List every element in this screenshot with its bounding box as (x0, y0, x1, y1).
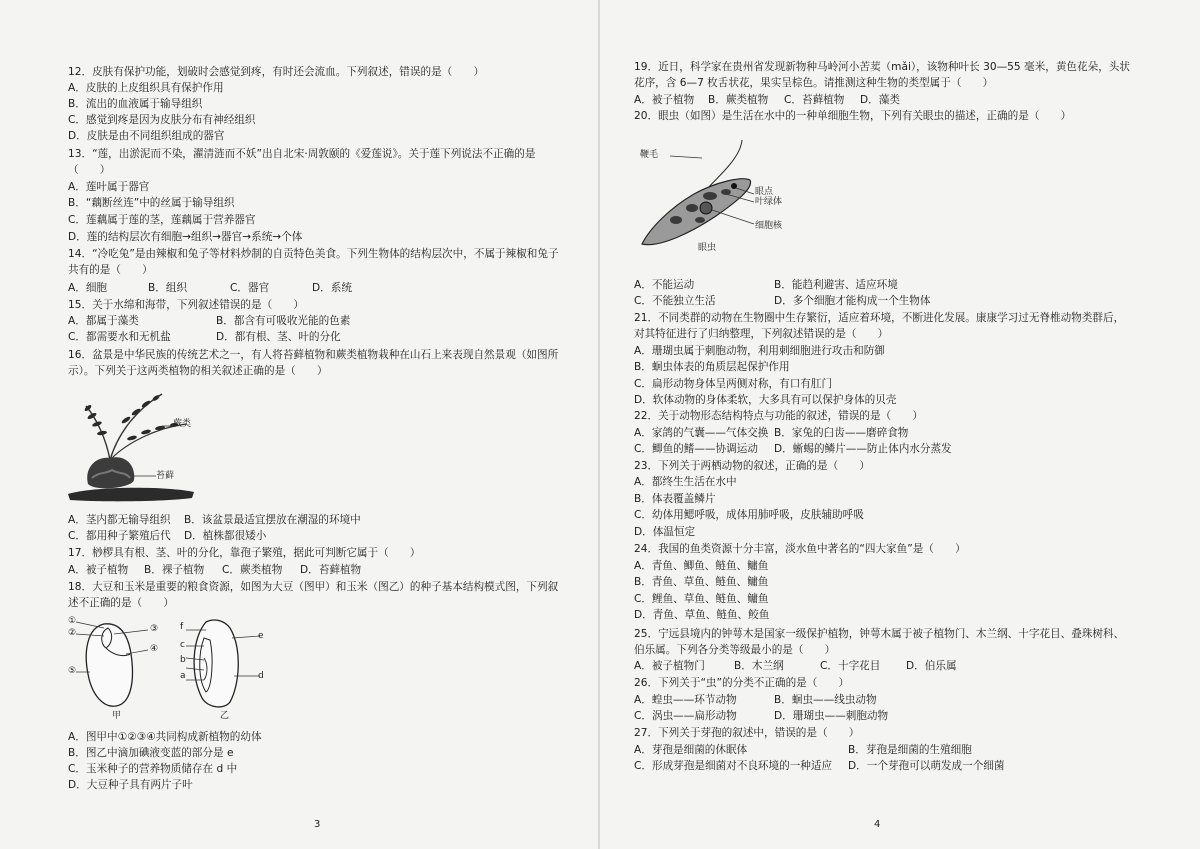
q26-option-a: A．蝗虫——环节动物 (634, 694, 737, 706)
q23-option-a: A．都终生生活在水中 (634, 476, 737, 488)
q14-stem-line1: 14．“冷吃兔”是由辣椒和兔子等材料炒制的自贡特色美食。下列生物体的结构层次中，不属于辣椒和兔子 (68, 248, 559, 260)
euglena-caption: 眼虫 (698, 243, 717, 253)
fig-label-fern: 蕨类 (173, 419, 192, 429)
q19-option-b: B．蕨类植物 (708, 94, 769, 106)
q15-stem: 15．关于水绵和海带，下列叙述错误的是（ ） (68, 299, 304, 311)
q18-option-c: C．玉米种子的营养物质储存在 d 中 (68, 763, 238, 775)
q12-option-b: B．流出的血液属于输导组织 (68, 98, 203, 110)
corn-label-a: a (180, 671, 186, 681)
q21-option-d: D．软体动物的身体柔软，大多具有可以保护身体的贝壳 (634, 394, 897, 406)
q25-option-a: A．被子植物门 (634, 660, 705, 672)
q12-stem: 12．皮肤有保护功能，划破时会感觉到疼，有时还会流血。下列叙述，错误的是（ ） (68, 66, 485, 78)
q18-stem-line2: 述不正确的是（ ） (68, 597, 174, 609)
q15-option-d: D．都有根、茎、叶的分化 (216, 331, 341, 343)
q16-option-a: A．茎内都无输导组织 (68, 514, 171, 526)
q25-option-d: D．伯乐属 (906, 660, 957, 672)
q22-option-a: A．家鸽的气囊——气体交换 (634, 427, 769, 439)
q12-option-a: A．皮肤的上皮组织具有保护作用 (68, 82, 224, 94)
q15-option-a: A．都属于藻类 (68, 315, 139, 327)
q15-option-b: B．都含有可吸收光能的色素 (216, 315, 351, 327)
bean-label-5: ⑤ (68, 666, 77, 676)
euglena-label-flagellum: 鞭毛 (640, 150, 659, 160)
q20-stem: 20．眼虫（如图）是生活在水中的一种单细胞生物，下列有关眼虫的描述，正确的是（ ） (634, 110, 1072, 122)
q21-stem-line1: 21．不同类群的动物在生物圈中生存繁衍，适应着环境，不断进化发展。康康学习过无脊椎动物类群后， (634, 312, 1125, 324)
corn-label-d: d (258, 671, 264, 681)
q18-option-b: B．图乙中滴加碘液变蓝的部分是 e (68, 747, 234, 759)
q22-option-b: B．家兔的臼齿——磨碎食物 (774, 427, 909, 439)
q26-option-c: C．涡虫——扁形动物 (634, 710, 737, 722)
q16-stem-line2: 示）。下列关于这两类植物的相关叙述正确的是（ ） (68, 365, 328, 377)
bean-label-1: ① (68, 616, 77, 626)
euglena-label-eyespot: 眼点 (755, 187, 774, 197)
q15-option-c: C．都需要水和无机盐 (68, 331, 171, 343)
q20-option-d: D．多个细胞才能构成一个生物体 (774, 295, 931, 307)
q16-option-c: C．都用种子繁殖后代 (68, 530, 171, 542)
bean-label-2: ② (68, 628, 77, 638)
q18-option-d: D．大豆种子具有两片子叶 (68, 779, 193, 791)
q13-stem-line2: （ ） (68, 164, 111, 176)
q26-option-b: B．蛔虫——线虫动物 (774, 694, 877, 706)
q17-option-a: A．被子植物 (68, 564, 129, 576)
q18-stem-line1: 18．大豆和玉米是重要的粮食资源，如图为大豆（图甲）和玉米（图乙）的种子基本结构模式图，下列叙 (68, 581, 559, 593)
bean-label-3: ③ (150, 624, 159, 634)
q24-option-a: A．青鱼、鲫鱼、鲢鱼、鳙鱼 (634, 560, 769, 572)
q17-option-d: D．苔藓植物 (300, 564, 362, 576)
q22-option-c: C．鲫鱼的鳍——协调运动 (634, 443, 758, 455)
page-number-right: 4 (874, 819, 881, 830)
q12-option-d: D．皮肤是由不同组织组成的器官 (68, 130, 225, 142)
bonsai-figure (66, 388, 196, 506)
corn-label-e: e (258, 631, 264, 641)
q27-option-b: B．芽孢是细菌的生殖细胞 (848, 744, 972, 756)
corn-label-b: b (180, 655, 186, 665)
q27-stem: 27．下列关于芽孢的叙述中，错误的是（ ） (634, 727, 860, 739)
q19-stem-line2: 花序，含 6—7 枚舌状花，果实呈棕色。请推测这种生物的类型属于（ ） (634, 77, 994, 89)
q13-stem-line1: 13．“莲，出淤泥而不染，濯清涟而不妖”出自北宋·周敦颐的《爱莲说》。关于莲下列说法不正确的是 (68, 148, 536, 160)
q14-option-b: B．组织 (148, 282, 188, 294)
euglena-label-nucleus: 细胞核 (755, 221, 783, 231)
q18-option-a: A．图甲中①②③④共同构成新植物的幼体 (68, 731, 262, 743)
q13-option-d: D．莲的结构层次有细胞→组织→器官→系统→个体 (68, 231, 303, 243)
q19-option-c: C．苔藓植物 (784, 94, 845, 106)
q17-option-c: C．蕨类植物 (222, 564, 283, 576)
q27-option-c: C．形成芽孢是细菌对不良环境的一种适应 (634, 760, 833, 772)
q14-option-d: D．系统 (312, 282, 352, 294)
q21-stem-line2: 对其特征进行了归纳整理，下列叙述错误的是（ ） (634, 328, 889, 340)
q19-option-a: A．被子植物 (634, 94, 695, 106)
q13-option-a: A．莲叶属于器官 (68, 181, 150, 193)
corn-caption: 乙 (220, 711, 230, 721)
q23-stem: 23．下列关于两栖动物的叙述，正确的是（ ） (634, 460, 870, 472)
q24-stem: 24．我国的鱼类资源十分丰富，淡水鱼中著名的“四大家鱼”是（ ） (634, 543, 966, 555)
q16-option-d: D．植株都很矮小 (184, 530, 267, 542)
bean-label-4: ④ (150, 644, 159, 654)
q21-option-c: C．扁形动物身体呈两侧对称，有口有肛门 (634, 378, 833, 390)
bean-caption: 甲 (112, 711, 122, 721)
euglena-label-chloroplast: 叶绿体 (755, 197, 783, 207)
q21-option-b: B．蛔虫体表的角质层起保护作用 (634, 361, 790, 373)
q25-stem-line1: 25．宁远县境内的钟萼木是国家一级保护植物，钟萼木属于被子植物门、木兰纲、十字花目、叠珠树科、 (634, 628, 1125, 640)
q13-option-c: C．莲藕属于莲的茎，莲藕属于营养器官 (68, 214, 256, 226)
q14-option-a: A．细胞 (68, 282, 108, 294)
q26-stem: 26．下列关于“虫”的分类不正确的是（ ） (634, 677, 850, 689)
q20-option-b: B．能趋利避害、适应环境 (774, 279, 898, 291)
q20-option-a: A．不能运动 (634, 279, 695, 291)
q24-option-b: B．青鱼、草鱼、鲢鱼、鳙鱼 (634, 576, 769, 588)
q25-option-c: C．十字花目 (820, 660, 881, 672)
q24-option-c: C．鲤鱼、草鱼、鲢鱼、鳙鱼 (634, 593, 769, 605)
q27-option-d: D．一个芽孢可以萌发成一个细菌 (848, 760, 1005, 772)
q27-option-a: A．芽孢是细菌的休眠体 (634, 744, 748, 756)
q23-option-d: D．体温恒定 (634, 526, 696, 538)
q17-stem: 17．桫椤具有根、茎、叶的分化，靠孢子繁殖，据此可判断它属于（ ） (68, 547, 421, 559)
q13-option-b: B．“藕断丝连”中的丝属于输导组织 (68, 197, 235, 209)
q20-option-c: C．不能独立生活 (634, 295, 716, 307)
q23-option-b: B．体表覆盖鳞片 (634, 493, 716, 505)
q21-option-a: A．珊瑚虫属于刺胞动物，利用刺细胞进行攻击和防御 (634, 345, 885, 357)
corn-label-f: f (180, 622, 184, 632)
q16-option-b: B．该盆景最适宜摆放在潮湿的环境中 (184, 514, 361, 526)
q12-option-c: C．感觉到疼是因为皮肤分布有神经组织 (68, 114, 256, 126)
q26-option-d: D．珊瑚虫——刺胞动物 (774, 710, 889, 722)
q14-option-c: C．器官 (230, 282, 270, 294)
q22-option-d: D．蜥蜴的鳞片——防止体内水分蒸发 (774, 443, 952, 455)
corn-label-c: c (180, 640, 185, 650)
q24-option-d: D．青鱼、草鱼、鲢鱼、鲛鱼 (634, 609, 770, 621)
q17-option-b: B．裸子植物 (144, 564, 205, 576)
fig-label-moss: 苔藓 (156, 471, 175, 481)
q22-stem: 22．关于动物形态结构特点与功能的叙述，错误的是（ ） (634, 410, 923, 422)
q25-option-b: B．木兰纲 (734, 660, 784, 672)
q19-option-d: D．藻类 (860, 94, 900, 106)
q16-stem-line1: 16．盆景是中华民族的传统艺术之一，有人将苔藓植物和蕨类植物栽种在山石上来表现自然景观（如图所 (68, 349, 559, 361)
corn-seed-figure (186, 618, 266, 710)
q19-stem-line1: 19．近日，科学家在贵州省发现新物种马岭河小苦荬（mǎi），该物种叶长 30—55 毫米，黄色花朵，头状 (634, 61, 1130, 73)
page-right (600, 0, 1200, 849)
q14-stem-line2: 共有的是（ ） (68, 264, 153, 276)
q23-option-c: C．幼体用鳃呼吸，成体用肺呼吸，皮肤辅助呼吸 (634, 509, 864, 521)
q25-stem-line2: 伯乐属。下列各分类等级最小的是（ ） (634, 644, 836, 656)
page-number-left: 3 (314, 819, 321, 830)
